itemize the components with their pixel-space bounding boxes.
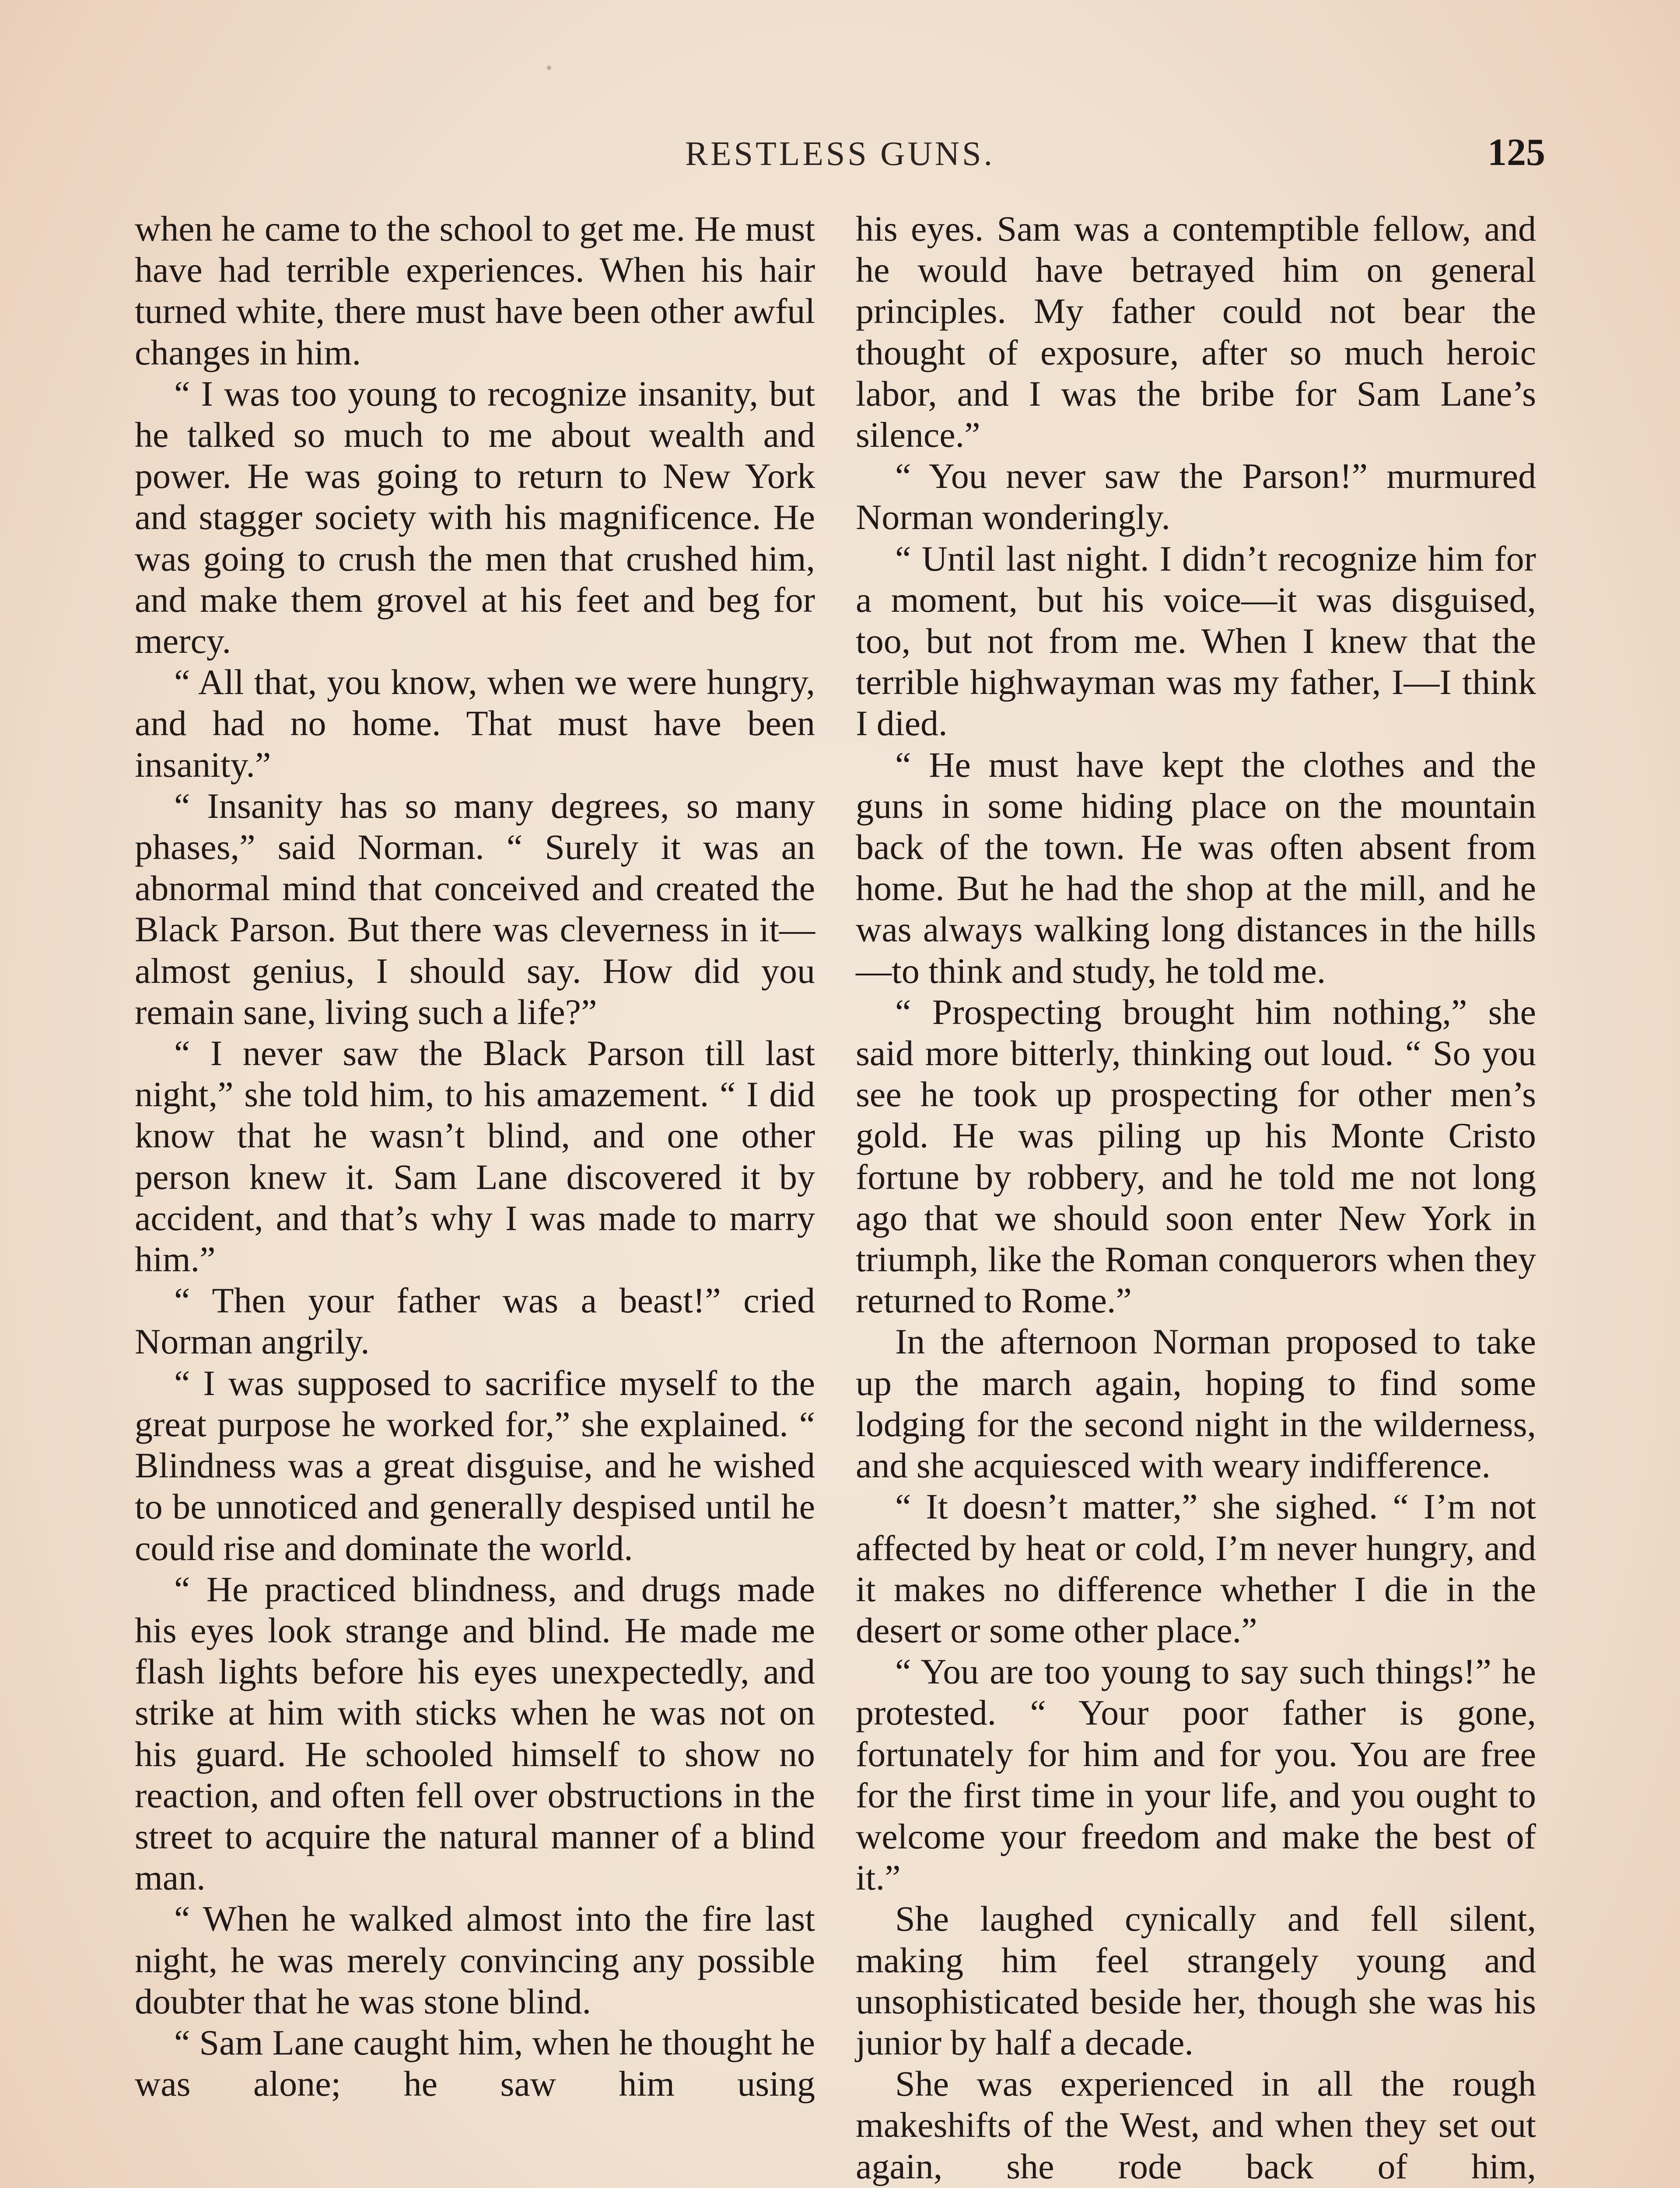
paragraph: “ Until last night. I didn’t recognize him for a moment, but his voice—it was disguised, too, but not from me. When I knew that the terrible highwayman was my father, I—I think I died.: [856, 538, 1536, 743]
paragraph: “ I was supposed to sacrifice myself to the great purpose he worked for,” she explained. “ Blindness was a great disguise, and he wished to be unnoticed and generally despised until he could rise and dominate the world.: [135, 1363, 815, 1568]
paragraph: In the afternoon Norman proposed to take up the march again, hoping to find some lodging for the second night in the wilderness, and she acquiesced with weary indifference.: [856, 1322, 1536, 1486]
paragraph: “ He practiced blindness, and drugs made his eyes look strange and blind. He made me flash lights before his eyes unexpectedly, and strike at him with sticks when he was not on his guard. He schooled himself to show no reaction, and often fell over obstructions in the street to acquire the natural manner of a blind man.: [135, 1569, 815, 1898]
paragraph: his eyes. Sam was a contemptible fellow, and he would have betrayed him on general principles. My father could not bear the thought of exposure, after so much heroic labor, and I was the bribe for Sam Lane’s silence.”: [856, 209, 1536, 455]
paragraph: “ Then your father was a beast!” cried Norman angrily.: [135, 1280, 815, 1362]
paragraph: “ I never saw the Black Parson till last night,” she told him, to his amazement. “ I did know that he wasn’t blind, and one other person knew it. Sam Lane discovered it by accident, and that’s why I was made to marry him.”: [135, 1033, 815, 1280]
running-title: RESTLESS GUNS.: [685, 134, 995, 172]
paragraph: “ It doesn’t matter,” she sighed. “ I’m not affected by heat or cold, I’m never hungry, and it makes no difference whether I die in the desert or some other place.”: [856, 1487, 1536, 1650]
paragraph: She was experienced in all the rough makeshifts of the West, and when they set out again, she rode back of him,: [856, 2064, 1536, 2186]
paragraph: “ When he walked almost into the fire last night, he was merely convincing any possible doubter that he was stone blind.: [135, 1899, 815, 2021]
paragraph: “ He must have kept the clothes and the guns in some hiding place on the mountain back of the town. He was often absent from home. But he had the shop at the mill, and he was always walking long distances in the hills—to think and study, he told me.: [856, 744, 1536, 991]
paragraph: when he came to the school to get me. He must have had terrible experiences. When his hair turned white, there must have been other awful changes in him.: [135, 209, 815, 372]
page-header: [0, 130, 1680, 179]
paper-speck: [547, 66, 551, 70]
paragraph: “ I was too young to recognize insanity, but he talked so much to me about wealth and power. He was going to return to New York and stagger society with his magnificence. He was going to crush the men that crushed him, and make them grovel at his feet and beg for mercy.: [135, 373, 815, 661]
paragraph: “ Sam Lane caught him, when he thought he was alone; he saw him using: [135, 2022, 815, 2104]
paragraph: “ You are too young to say such things!” he protested. “ Your poor father is gone, fortunately for him and for you. You are free for the first time in your life, and you ought to welcome your freedom and make the best of it.”: [856, 1652, 1536, 1898]
paragraph: She laughed cynically and fell silent, making him feel strangely young and unsophisticated beside her, though she was his junior by half a decade.: [856, 1899, 1536, 2062]
page-number: 125: [1488, 131, 1545, 174]
paragraph: “ Prospecting brought him nothing,” she said more bitterly, thinking out loud. “ So you see he took up prospecting for other men’s gold. He was piling up his Monte Cristo fortune by robbery, and he told me not long ago that we should soon enter New York in triumph, like the Roman conquerors when they returned to Rome.”: [856, 992, 1536, 1321]
paragraph: “ All that, you know, when we were hungry, and had no home. That must have been insanity.”: [135, 662, 815, 785]
right-text-column: [856, 208, 1536, 2187]
paragraph: “ You never saw the Parson!” murmured Norman wonderingly.: [856, 456, 1536, 537]
left-text-column: [135, 208, 815, 2104]
paragraph: “ Insanity has so many degrees, so many phases,” said Norman. “ Surely it was an abnormal mind that conceived and created the Black Parson. But there was cleverness in it—almost genius, I should say. How did you remain sane, living such a life?”: [135, 785, 815, 1032]
